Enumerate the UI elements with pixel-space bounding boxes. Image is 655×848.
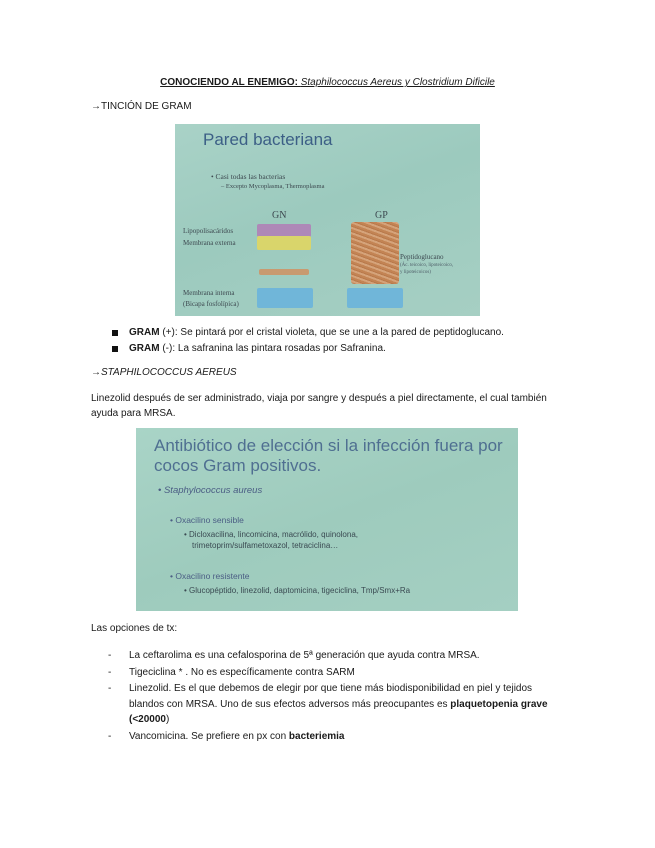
option-bold: plaquetopenia grave (<20000 — [129, 698, 548, 725]
staph-heading-text: STAPHILOCOCCUS AEREUS — [101, 367, 237, 378]
arrow-icon: → — [91, 367, 101, 378]
gn-peptidoglycan-layer — [259, 269, 309, 275]
slide-sub-bullet: – Excepto Mycoplasma, Thermoplasma — [221, 183, 325, 190]
linezolid-paragraph: Linezolid después de ser administrado, viaja por sangre y después a piel directamente, el cual también ayuda para MRSA. — [91, 393, 547, 419]
title-lead: CONOCIENDO AL ENEMIGO: — [160, 77, 301, 88]
slide-title: Pared bacteriana — [203, 130, 333, 149]
peptidoglycan-label: Peptidoglucano — [400, 253, 444, 261]
bacterial-wall-slide-photo — [175, 124, 480, 316]
gram-stain-heading: →TINCIÓN DE GRAM — [91, 101, 192, 112]
treatment-options-heading: Las opciones de tx: — [91, 623, 178, 634]
gram-text: : Se pintará por el cristal violeta, que se une a la pared de peptidoglucano. — [174, 327, 504, 338]
option-text: La ceftarolima es una cefalosporina de 5ª generación que ayuda contra MRSA. — [129, 650, 480, 661]
dash-bullet: - — [108, 666, 112, 678]
list-item — [112, 326, 504, 342]
slide-sensitive-drugs-2: trimetoprim/sulfametoxazol, tetraciclina… — [192, 541, 339, 550]
gram-results-list — [112, 326, 504, 358]
gram-text: : La safranina las pintara rosadas por Safranina. — [172, 343, 386, 354]
gn-inner-membrane-layer — [257, 288, 313, 308]
slide-organism: • Staphylococcus aureus — [158, 485, 263, 496]
gram-negative-label: GN — [272, 210, 287, 221]
list-item — [108, 729, 568, 745]
slide-resistant-drugs: • Glucopéptido, linezolid, daptomicina, tigeciclina, Tmp/Smx+Ra — [184, 586, 411, 595]
square-bullet-icon — [112, 346, 118, 352]
slide-title: Antibiótico de elección si la infección fuera por cocos Gram positivos. — [154, 436, 503, 475]
list-item — [112, 342, 504, 358]
list-item — [108, 665, 568, 681]
treatment-options-list — [108, 648, 568, 745]
list-item — [108, 681, 568, 728]
list-item — [108, 648, 568, 664]
inner-membrane-label: Membrana interna — [183, 289, 235, 297]
gram-label: GRAM — [129, 343, 160, 354]
gram-positive-label: GP — [375, 210, 388, 221]
gp-inner-membrane-layer — [347, 288, 403, 308]
gram-sign: (+) — [159, 327, 175, 338]
gn-outer-membrane-layer — [257, 236, 311, 250]
staph-heading — [91, 367, 237, 378]
dash-bullet: - — [108, 650, 112, 661]
peptidoglycan-note-2: y lipoteicoicos) — [400, 270, 431, 275]
option-text: Tigeciclina * . No es específicamente contra SARM — [129, 666, 355, 678]
lipopolysaccharide-label: Lipopolisacáridos — [183, 227, 234, 235]
option-bold: bacteriemia — [288, 730, 345, 742]
option-text: Vancomicina. Se prefiere en px con — [129, 730, 289, 742]
document-title — [0, 77, 655, 88]
gp-peptidoglycan-layer — [351, 222, 399, 284]
slide-sensitive-drugs-1: • Dicloxacilina, lincomicina, macrólido, quinolona, — [184, 530, 358, 539]
title-organisms: Staphilococcus Aereus y Clostridium Dificile — [300, 77, 495, 88]
slide-sensitive: • Oxacilino sensible — [170, 515, 244, 525]
gram-sign: (-) — [159, 343, 173, 354]
antibiotic-slide-photo — [136, 428, 518, 611]
option-tail: ) — [165, 714, 170, 725]
gram-label: GRAM — [129, 327, 160, 338]
outer-membrane-label: Membrana externa — [183, 239, 236, 247]
peptidoglycan-note-1: (Ác. teicoico, lipoteicoico, — [400, 263, 454, 268]
option-text: Linezolid. Es el que debemos de elegir por que tiene más biodisponibilidad en piel y tejidos blandos con MRSA. Uno de sus efectos adversos más preocupantes es — [129, 683, 533, 710]
dash-bullet: - — [108, 683, 112, 694]
slide-bullet: • Casi todas las bacterias — [211, 172, 286, 181]
bilayer-label: (Bicapa fosfolípica) — [183, 300, 239, 308]
slide-resistant: • Oxacilino resistente — [170, 571, 250, 581]
dash-bullet: - — [108, 730, 112, 742]
square-bullet-icon — [112, 330, 118, 336]
